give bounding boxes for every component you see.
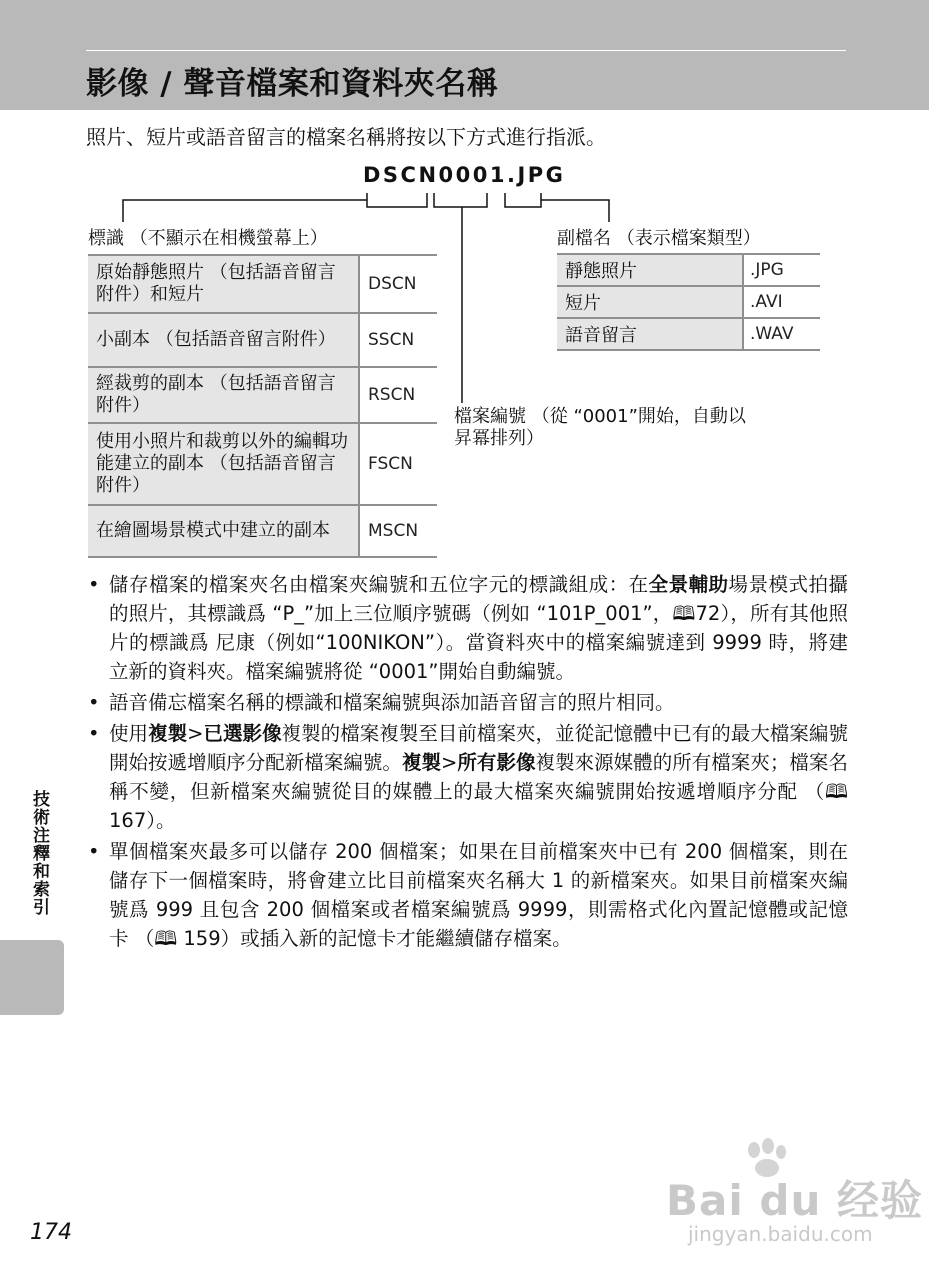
- book-reference-icon: 🕮: [154, 927, 178, 950]
- note-bold-text: 全景輔助: [648, 573, 729, 596]
- extension-desc: 靜態照片: [557, 254, 743, 286]
- identifier-code: FSCN: [359, 423, 437, 505]
- table-row: [88, 505, 437, 557]
- table-row: [557, 254, 820, 286]
- note-text: 使用: [109, 722, 149, 745]
- bullet-dot-icon: •: [88, 691, 100, 714]
- list-item: [88, 719, 848, 835]
- bullet-dot-icon: •: [88, 840, 100, 863]
- table-row: [88, 255, 437, 313]
- identifier-desc: 原始靜態照片 （包括語音留言附件）和短片: [88, 255, 359, 313]
- note-text: 167）。: [109, 809, 176, 832]
- watermark: [666, 1150, 923, 1250]
- intro-text: 照片、短片或語音留言的檔案名稱將按以下方式進行指派。: [86, 125, 606, 149]
- note-text: 複製的檔案複製至目前檔案夾，並從記憶體中已有的最大檔案編號開始按遞增順序分配新檔案編號。: [109, 722, 848, 774]
- note-bold-text: 所有影像: [457, 751, 536, 774]
- note-text: 159）或插入新的記憶卡才能繼續儲存檔案。: [177, 927, 572, 950]
- identifier-desc: 在繪圖場景模式中建立的副本: [88, 505, 359, 557]
- watermark-logo-text: Bai du 经验: [666, 1176, 923, 1225]
- note-text: 場景模式拍攝的照片，其標識爲 “P_”加上三位順序號碼（例如 “101P_001”，: [109, 573, 848, 625]
- notes-list: [88, 570, 848, 955]
- note-text: 儲存檔案的檔案夾名由檔案夾編號和五位字元的標識組成：在: [109, 573, 649, 596]
- page-title: 影像 / 聲音檔案和資料夾名稱: [86, 66, 499, 102]
- note-bold-text: 已選影像: [203, 722, 282, 745]
- bullet-dot-icon: •: [88, 722, 100, 745]
- list-item: [88, 837, 848, 953]
- identifier-code: RSCN: [359, 367, 437, 423]
- note-text: >: [187, 722, 204, 745]
- identifier-code: DSCN: [359, 255, 437, 313]
- file-number-label-line1: 檔案編號 （從 “0001”開始，自動以: [454, 406, 746, 427]
- note-text: 72），所有其他照片的標識爲 尼康（例如“100NIKON”）。當資料夾中的檔案編號達到 9999 時，將建立新的資料夾。檔案編號將從 “0001”開始自動編號。: [109, 602, 848, 683]
- extension-code: .AVI: [743, 286, 820, 318]
- identifier-code: MSCN: [359, 505, 437, 557]
- identifier-leader: [123, 200, 367, 222]
- section-side-label: 技術注釋和索引: [29, 790, 49, 916]
- section-side-tab: [0, 940, 64, 1015]
- note-text: 單個檔案夾最多可以儲存 200 個檔案；如果在目前檔案夾中已有 200 個檔案，則在儲存下一個檔案時，將會建立比目前檔案夾名稱大 1 的新檔案夾。如果目前檔案夾編號爲 999 且包含 200 個檔案或者檔案編號爲 9999，則需格式化內置記憶體或記憶卡 （: [109, 840, 848, 950]
- book-reference-icon: 🕮: [672, 602, 696, 625]
- table-row: [557, 318, 820, 350]
- list-item: [88, 688, 848, 717]
- identifier-desc: 小副本 （包括語音留言附件）: [88, 313, 359, 367]
- list-item: [88, 570, 848, 686]
- bullet-dot-icon: •: [88, 573, 100, 596]
- table-row: [88, 367, 437, 423]
- file-number-label: [454, 406, 746, 450]
- identifier-bracket: [367, 193, 427, 207]
- table-row: [88, 313, 437, 367]
- page-number: 174: [30, 1220, 72, 1245]
- extension-bracket: [505, 193, 541, 207]
- identifier-label: 標識 （不顯示在相機螢幕上）: [88, 228, 328, 249]
- extension-code: .WAV: [743, 318, 820, 350]
- table-row: [88, 423, 437, 505]
- extension-desc: 語音留言: [557, 318, 743, 350]
- number-bracket: [434, 193, 487, 207]
- extension-leader: [541, 200, 609, 222]
- identifier-table: [88, 254, 437, 558]
- extension-desc: 短片: [557, 286, 743, 318]
- note-text: >: [441, 751, 458, 774]
- table-row: [557, 286, 820, 318]
- identifier-desc: 使用小照片和裁剪以外的編輯功能建立的副本 （包括語音留言附件）: [88, 423, 359, 505]
- note-bold-text: 複製: [148, 722, 188, 745]
- file-number-label-line2: 昇冪排列）: [454, 428, 544, 449]
- filename-example: DSCN0001.JPG: [363, 163, 566, 187]
- note-text: 語音備忘檔案名稱的標識和檔案編號與添加語音留言的照片相同。: [109, 691, 675, 714]
- note-bold-text: 複製: [401, 751, 442, 774]
- watermark-url: jingyan.baidu.com: [688, 1222, 873, 1246]
- extension-label: 副檔名 （表示檔案類型）: [557, 228, 761, 249]
- identifier-code: SSCN: [359, 313, 437, 367]
- identifier-desc: 經裁剪的副本 （包括語音留言附件）: [88, 367, 359, 423]
- extension-code: .JPG: [743, 254, 820, 286]
- extension-table: [557, 253, 820, 351]
- note-text: 複製來源媒體的所有檔案夾；檔案名稱不變，但新檔案夾編號從目的媒體上的最大檔案夾編號開始按遞增順序分配 （: [109, 751, 848, 803]
- book-reference-icon: 🕮: [825, 780, 848, 803]
